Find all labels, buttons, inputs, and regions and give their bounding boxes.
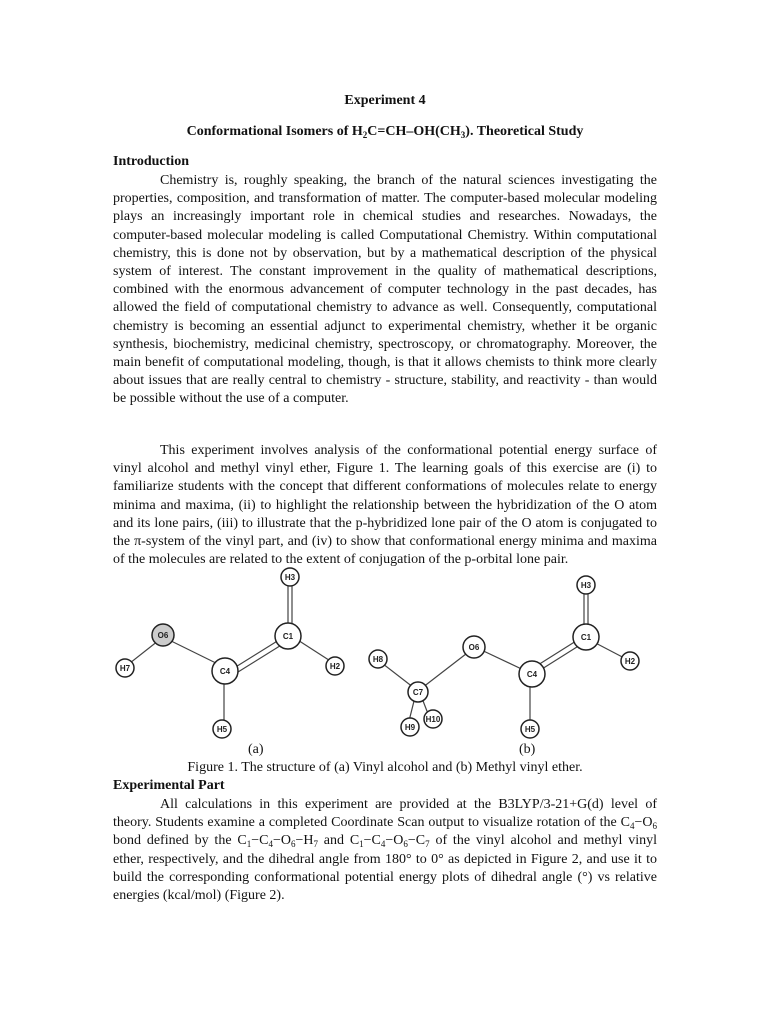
methyl-vinyl-ether-atoms — [369, 576, 639, 738]
svg-text:H5: H5 — [524, 725, 536, 734]
svg-text:H8: H8 — [372, 655, 384, 664]
svg-text:H9: H9 — [404, 723, 416, 732]
svg-text:C7: C7 — [412, 688, 424, 697]
svg-text:H5: H5 — [216, 725, 228, 734]
page-title: Experiment 4 — [344, 93, 426, 108]
atom-c4-b — [519, 661, 545, 687]
introduction-heading: Introduction — [113, 154, 189, 169]
atom-c1-a — [275, 623, 301, 649]
intro-paragraph-2: This experiment involves analysis of the conformational potential energy surface of vinyl alcohol and methyl vinyl ether, Figure 1. The learning goals of this exercise are (i) to familiarize students with the concept that different conformations of molecules relate to energy minima and maxima, (ii) to highlight the relationship between the hybridization of the O atom and its lone pairs, (iii) to illustrate that the p-hybridized lone pair of the O atom is conjugated to the π-system of the vinyl part, and (iv) to show that conformational energy minima and maxima of the molecules are related to the extent of conjugation of the p-orbital lone pair. — [113, 443, 657, 568]
atom-c7-b — [408, 682, 428, 702]
svg-text:H3: H3 — [284, 573, 296, 582]
vinyl-alcohol-atoms — [116, 568, 344, 738]
svg-text:O6: O6 — [157, 631, 169, 640]
svg-text:C1: C1 — [580, 633, 592, 642]
atom-o6-b — [463, 636, 485, 658]
experimental-paragraph: All calculations in this experiment are provided at the B3LYP/3-21+G(d) level of theory. Students examine a completed Coordinate Scan output to visualize rotation of the $C_4-O_6$ bond defined by the $C_1-C_4-O_6-H_7$ and $C_1-C_4-O_6-C_7$ of the vinyl alcohol and methyl vinyl ether, respectively, and the dihedral angle from 180° to 0° as depicted in Figure 2, and use it to build the corresponding conformational potential energy plots of dihedral angle (°) vs relative energies (kcal/mol) (Figure 2). — [113, 797, 657, 904]
intro-paragraph-1: Chemistry is, roughly speaking, the branch of the natural sciences investigating the properties, composition, and transformation of matter. The computer-based molecular modeling plays an increasingly important role in chemical studies and researches. Nowadays, the computer-based molecular modeling is called Computational Chemistry. Within computational chemistry, this is done not by observation, but by a mathematical description of the physical system of interest. The constant improvement in the quality of mathematical descriptions, combined with the enormous advancement of computer technology in the past decades, has allowed the field of computational chemistry to advance as well. Consequently, computational chemistry is becoming an essential adjunct to experimental chemistry, whether it be organic synthesis, biochemistry, medicinal chemistry, spectroscopy, or chromatography. Moreover, the main benefit of computational modeling, though, is that it allows chemists to think more clearly about issues that are really central to chemistry - structure, stability, and reactivity - than would be possible without the use of a computer. — [113, 173, 657, 407]
svg-text:C4: C4 — [526, 670, 538, 679]
molecule-figure — [0, 563, 768, 763]
atom-h8-b — [369, 650, 387, 668]
svg-text:O6: O6 — [468, 643, 480, 652]
atom-h2-a — [326, 657, 344, 675]
atom-h5-b — [521, 720, 539, 738]
page-subtitle: Conformational Isomers of $H_2C=CH-OH(CH_3)$. Theoretical Study — [186, 124, 584, 140]
svg-text:C4: C4 — [219, 667, 231, 676]
atom-c1-b — [573, 624, 599, 650]
figure-label-a: (a) — [248, 742, 264, 757]
vinyl-alcohol-bonds — [125, 577, 335, 728]
svg-text:H2: H2 — [624, 657, 636, 666]
atom-h10-b — [424, 710, 442, 728]
experimental-heading: Experimental Part — [113, 778, 225, 793]
svg-text:H7: H7 — [119, 664, 131, 673]
atom-c4-a — [212, 658, 238, 684]
atom-h3-b — [577, 576, 595, 594]
atom-o6-a — [152, 624, 174, 646]
figure-caption: Figure 1. The structure of (a) Vinyl alcohol and (b) Methyl vinyl ether. — [187, 760, 583, 775]
atom-h3-a — [281, 568, 299, 586]
svg-text:H10: H10 — [425, 715, 441, 724]
svg-text:H3: H3 — [580, 581, 592, 590]
atom-h5-a — [213, 720, 231, 738]
figure-label-b: (b) — [519, 742, 536, 757]
methyl-vinyl-ether-bonds — [378, 586, 630, 729]
atom-h7-a — [116, 659, 134, 677]
svg-text:H2: H2 — [329, 662, 341, 671]
svg-text:C1: C1 — [282, 632, 294, 641]
atom-h9-b — [401, 718, 419, 736]
atom-h2-b — [621, 652, 639, 670]
